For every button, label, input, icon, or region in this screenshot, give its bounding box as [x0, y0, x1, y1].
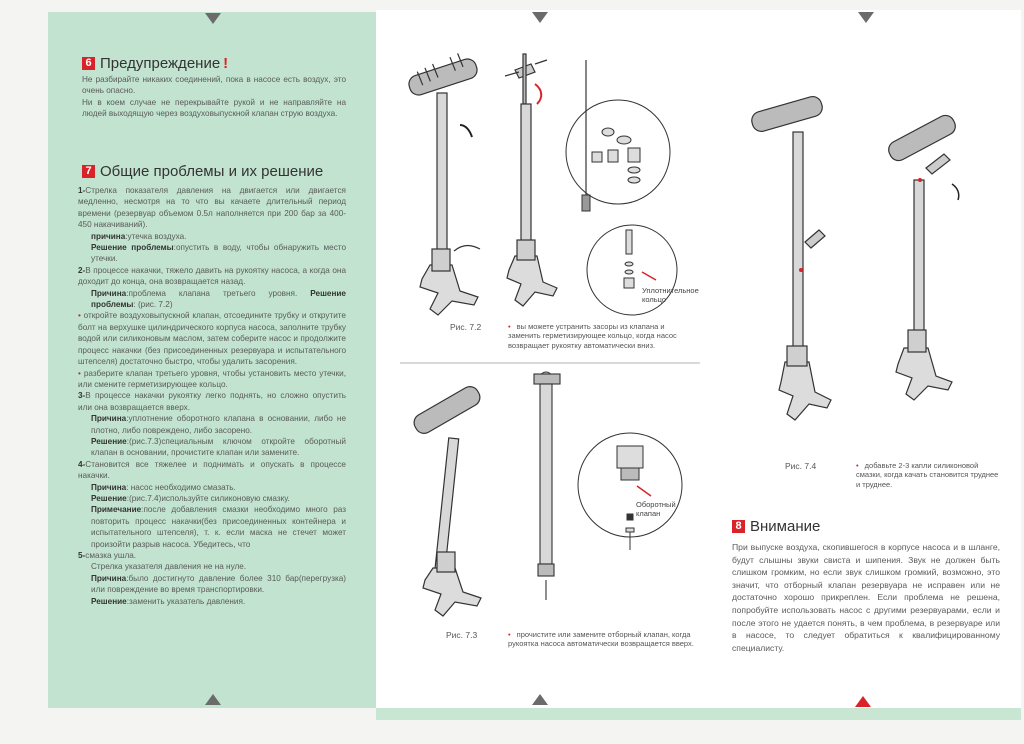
fold-marker-bottom-left	[205, 694, 221, 705]
problem-3-solution-label: Решение	[91, 436, 127, 446]
problem-4-number: 4-	[78, 459, 86, 469]
fig74-note	[856, 461, 1004, 489]
warning-title: Предупреждение	[100, 55, 221, 72]
bullet-icon: •	[78, 368, 81, 378]
problems-heading	[82, 163, 323, 180]
problem-4-cause-label: Причина	[91, 482, 127, 492]
problem-1-solution-label: Решение проблемы	[91, 243, 174, 253]
problem-1-text: Стрелка показателя давления на двигается или двигается медленно, несмотря на то что вы качаете длительный период времени (резервуар объемом 0.5л наполняется при 200 бар за 400-450 накачиваний).	[78, 186, 346, 230]
fold-marker-top-middle	[532, 12, 548, 23]
problem-5-cause-text: :было достигнуто давление более 310 бар(перегрузка) или повреждение во время транспортировки.	[91, 573, 346, 595]
attention-heading	[732, 518, 820, 535]
warning-text	[82, 74, 346, 120]
problem-3-cause-text: :уплотнение оборотного клапана в основании, либо не плотно, либо повреждено, либо засорено.	[91, 414, 346, 435]
pump-illustration-fig74-b	[880, 98, 990, 428]
problem-5-cause	[78, 573, 346, 596]
warning-number-badge: 6	[82, 57, 95, 70]
problem-5-solution-text: :заменить указатель давления.	[126, 596, 246, 606]
fig73-note	[508, 630, 698, 649]
problem-2-number: 2-	[78, 265, 86, 275]
fig72-seal-ring-callout: Уплотнительное кольцо	[642, 286, 699, 304]
fig73-check-valve-callout: Оборотный клапан	[636, 500, 676, 518]
problem-5-extra: Стрелка указателя давления не на нуле.	[91, 562, 247, 572]
bullet-icon: •	[856, 461, 859, 470]
problem-4-cause-text: : насос необходимо смазать.	[126, 482, 236, 492]
problem-4-note-label: Примечание	[91, 505, 142, 515]
problem-2-solution-text: : (рис. 7.2)	[133, 300, 173, 310]
fold-marker-bottom-middle	[532, 694, 548, 705]
figure-divider	[400, 362, 700, 364]
problem-5-cause-label: Причина	[91, 573, 127, 583]
attention-number-badge: 8	[732, 520, 745, 533]
valve-detail-fig72	[560, 60, 710, 320]
problem-5-solution	[78, 596, 346, 607]
problems-list	[78, 185, 346, 607]
fig73-caption: Рис. 7.3	[446, 630, 478, 640]
problem-4-note	[78, 504, 346, 550]
fig74-note-text: добавьте 2-3 капли силиконовой смазки, когда качать становится труднее и труднее.	[856, 461, 999, 489]
fig72-note-text: вы можете устранить засоры из клапана и заменить герметизирующее кольцо, когда насос возвращает рукоятку автоматически вниз.	[508, 322, 677, 350]
attention-title: Внимание	[750, 518, 821, 535]
bullet-icon: •	[78, 311, 81, 321]
problem-2	[78, 265, 346, 288]
fold-marker-top-left	[205, 13, 221, 24]
bullet-icon: •	[508, 630, 511, 639]
problems-number-badge: 7	[82, 165, 95, 178]
rod-illustration-fig73	[520, 368, 580, 628]
fold-marker-bottom-right	[855, 696, 871, 707]
bullet-icon: •	[508, 322, 511, 331]
problem-3-solution	[78, 436, 346, 459]
problem-1-number: 1-	[78, 186, 86, 195]
warning-line-2: Ни в коем случае не перекрывайте рукой и не направляйте на людей выходящую через воздуховыпускной клапан струю воздуха.	[82, 97, 346, 119]
attention-text: При выпуске воздуха, скопившегося в корпусе насоса и в шланге, будут слышны звуки свиста и шипения. Звук не должен быть слишком громким, но если звук слишком громкий, возможно, это значит, что отборный клапан резервуара не исправен или не достаточно хорошо прикреплен. Если проблема не решена, попробуйте использовать насос с другими резервуарами, если и после этого не удается понять, в чем проблема, в резервуаре или в насосе, то следует обратиться к квалифицированному специалисту.	[732, 542, 1000, 653]
problem-5-number: 5-	[78, 551, 86, 560]
fold-marker-top-right	[858, 12, 874, 23]
problem-4	[78, 459, 346, 482]
warning-line-1: Не разбирайте никаких соединений, пока в насосе есть воздух, это очень опасно.	[82, 75, 346, 96]
problem-3-text: В процессе накачки рукоятку легко поднять, но сложно опустить или она возвращается вверх.	[78, 391, 346, 412]
pump-illustration-fig72-a	[400, 55, 510, 315]
warning-heading	[82, 55, 228, 72]
fig73-note-text: прочистите или замените отборный клапан, когда рукоятка насоса автоматически возвращается вверх.	[508, 630, 694, 649]
problem-2-cause	[78, 288, 346, 311]
problem-3-cause	[78, 413, 346, 436]
problem-4-solution	[78, 493, 346, 504]
problem-3-cause-label: Причина	[91, 414, 127, 424]
bottom-green-strip	[376, 708, 1021, 720]
problem-2-bullet-1	[78, 310, 346, 367]
problem-2-bullet-2	[78, 368, 346, 391]
problems-title: Общие проблемы и их решение	[100, 163, 324, 180]
problem-1-solution	[78, 242, 346, 265]
problem-2-text: В процессе накачки, тяжело давить на рукоятку насоса, а когда она доходит до конца, она возвращается назад.	[78, 265, 346, 287]
problem-3-number: 3-	[78, 391, 86, 401]
problem-3-solution-text: :(рис.7.3)специальным ключом откройте оборотный клапан в основании, прочистите клапан или замените.	[91, 436, 346, 458]
problem-3	[78, 390, 346, 413]
warning-exclamation-icon: !	[223, 55, 229, 72]
problem-1-cause-label: причина	[91, 231, 126, 241]
problem-5-text: смазка ушла.	[85, 551, 137, 560]
pump-illustration-fig73	[405, 372, 515, 622]
problem-1-cause	[78, 231, 346, 242]
fig72-note	[508, 322, 698, 350]
problem-2-solution-label: Решение проблемы	[91, 288, 346, 310]
fig72-caption: Рис. 7.2	[450, 322, 482, 332]
problem-1-cause-text: :утечка воздуха.	[125, 231, 187, 241]
problem-5	[78, 550, 346, 561]
problem-2-bullet-2-text: разберите клапан третьего уровня, чтобы установить место утечки, или смените герметизирующее кольцо.	[78, 368, 346, 389]
problem-2-cause-text: :проблема клапана третьего уровня.	[126, 288, 298, 298]
problem-4-note-text: :после добавления смазки необходимо много раз повторить процесс накачки(без присоединенных контейнера и испытательного штепселя), т. к. если маска не стечет может произойти разрыв насоса. Убедитесь, что	[91, 505, 346, 549]
problem-5-solution-label: Решение	[91, 596, 127, 606]
pump-illustration-fig74-a	[745, 82, 825, 432]
problem-2-cause-label: Причина	[91, 288, 127, 298]
problem-4-solution-label: Решение	[91, 493, 127, 503]
fig74-caption: Рис. 7.4	[785, 461, 817, 471]
problem-4-cause	[78, 482, 346, 493]
problem-1-solution-text: :опустить в воду, чтобы обнаружить место утечки.	[91, 243, 346, 264]
problem-4-solution-text: :(рис.7.4)используйте силиконовую смазку.	[126, 493, 290, 503]
problem-1	[78, 185, 346, 231]
problem-4-text: Становится все тяжелее и поднимать и опускать в процессе накачки.	[78, 459, 346, 481]
problem-2-bullet-1-text: откройте воздуховыпускной клапан, отсоедините трубку и открутите болт на верхушке цилиндрического корпуса насоса, заполните трубку водой или силиконовым маслом, затем соберите насос и продолжите процесс накачки (без присоединенных резервуара и испытательного штепселя) достаточно быстро, чтобы удалить засорения.	[78, 311, 346, 367]
